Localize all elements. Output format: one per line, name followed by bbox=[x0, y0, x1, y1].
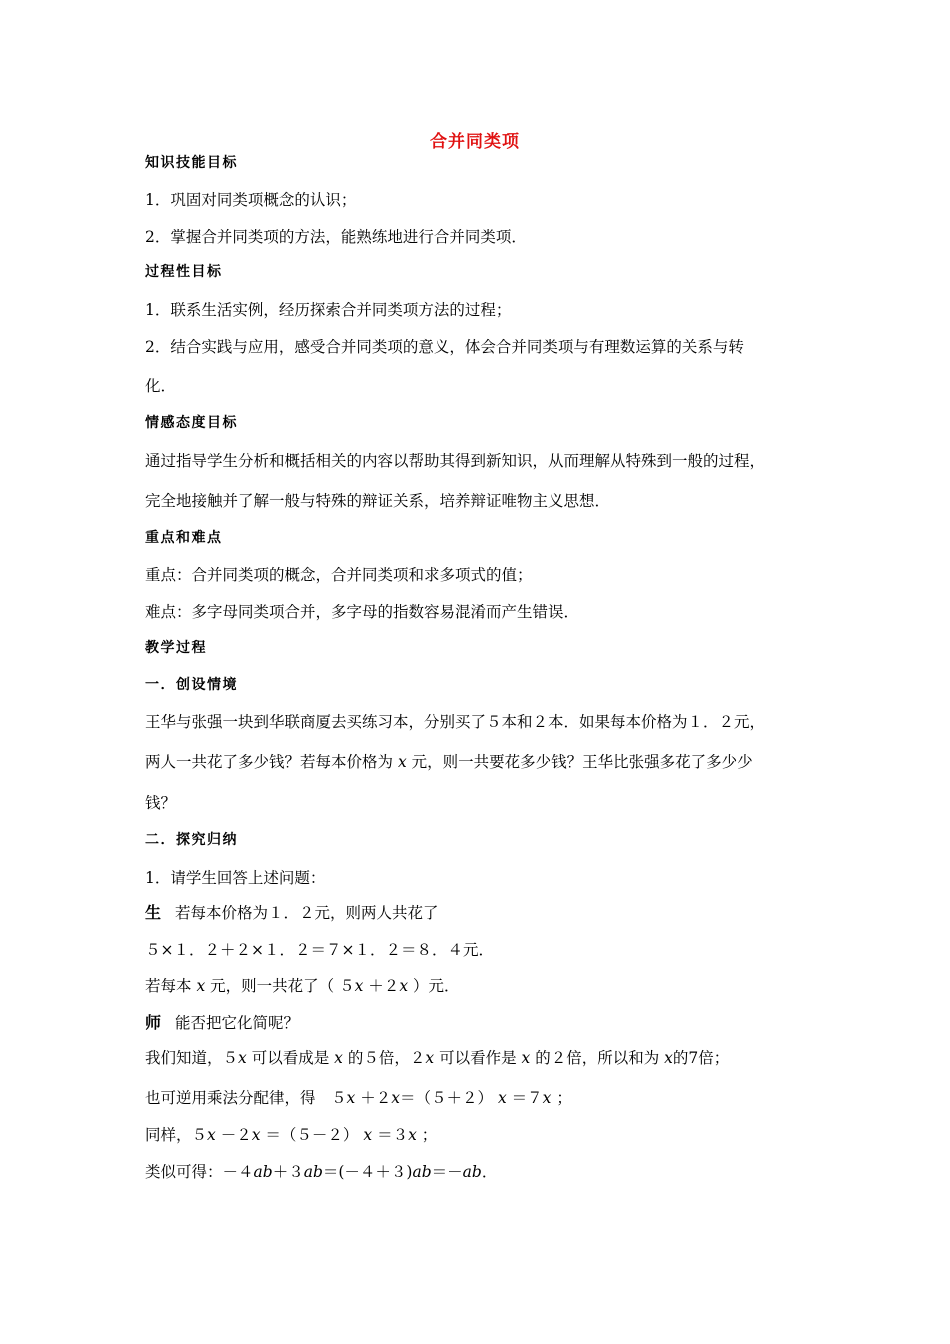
variable-x: x bbox=[399, 977, 409, 995]
document-title: 合并同类项 bbox=[430, 132, 520, 152]
text-segment: 的５倍， bbox=[347, 1049, 410, 1067]
variable-x: x bbox=[391, 1089, 400, 1107]
text-segment: 我们知道， bbox=[145, 1049, 223, 1067]
heading-knowledge: 知识技能目标 bbox=[145, 155, 238, 171]
text-segment: ２ bbox=[409, 1049, 426, 1067]
text-segment: ＝（５＋２） bbox=[400, 1089, 494, 1107]
know-line bbox=[145, 1048, 729, 1068]
text-segment: ＝（５－２） bbox=[265, 1126, 359, 1144]
text-segment: 也可逆用乘法分配律，得 bbox=[145, 1089, 316, 1107]
text-segment: 同样， bbox=[145, 1126, 192, 1144]
similar-line bbox=[145, 1162, 497, 1182]
text-segment: ＝３ bbox=[377, 1126, 409, 1144]
process-item-2-cont: 化． bbox=[145, 377, 177, 395]
variable-x: x bbox=[196, 977, 206, 995]
student-text: 若每本价格为１．２元，则两人共花了 bbox=[175, 904, 439, 922]
teacher-label: 师 bbox=[145, 1013, 162, 1032]
heading-part2: 二．探究归纳 bbox=[145, 832, 238, 848]
keypoint-line: 重点：合并同类项的概念，合并同类项和求多项式的值； bbox=[145, 566, 533, 584]
variable-x: x bbox=[354, 977, 364, 995]
emotion-line-2: 完全地接触并了解一般与特殊的辩证关系，培养辩证唯物主义思想． bbox=[145, 492, 611, 510]
text-segment: ＋２ bbox=[360, 1089, 392, 1107]
variable-ab: ab bbox=[462, 1163, 482, 1181]
text-segment: 可以看成是 bbox=[251, 1049, 330, 1067]
variable-x: x bbox=[346, 1089, 356, 1107]
text-segment: ５ bbox=[191, 1126, 208, 1144]
explore-item-1: 1．请学生回答上述问题： bbox=[145, 869, 326, 887]
variable-x: x bbox=[238, 1049, 247, 1067]
text-segment: ＝(－４＋３) bbox=[322, 1163, 413, 1181]
variable-x: x bbox=[397, 753, 407, 771]
scenario-text-b: 元，则一共要花多少钱？王华比张强多花了多少少 bbox=[411, 753, 753, 771]
text-segment: ）元． bbox=[413, 977, 460, 995]
heading-part1: 一．创设情境 bbox=[145, 677, 238, 693]
teacher-line bbox=[145, 1013, 299, 1033]
text-segment: 的２倍，所以和为 bbox=[535, 1049, 660, 1067]
variable-x: x bbox=[334, 1049, 343, 1067]
process-item-2: 2．结合实践与应用，感受合并同类项的意义，体会合并同类项与有理数运算的关系与转 bbox=[145, 338, 744, 356]
variable-x: x bbox=[207, 1126, 216, 1144]
variable-x: x bbox=[251, 1126, 261, 1144]
text-segment: 类似可得：－４ bbox=[145, 1163, 254, 1181]
text-segment: ； bbox=[421, 1126, 438, 1144]
heading-process: 过程性目标 bbox=[145, 264, 223, 280]
text-segment: 若每本 bbox=[145, 977, 192, 995]
knowledge-item-1: 1．巩固对同类项概念的认识； bbox=[145, 191, 357, 209]
variable-ab: ab bbox=[303, 1163, 323, 1181]
variable-x: x bbox=[363, 1126, 373, 1144]
text-segment: ５ bbox=[222, 1049, 239, 1067]
text-segment: ５ bbox=[331, 1089, 347, 1107]
heading-keypoints: 重点和难点 bbox=[145, 530, 223, 546]
process-item-1: 1．联系生活实例，经历探索合并同类项方法的过程； bbox=[145, 301, 512, 319]
difficulty-line: 难点：多字母同类项合并，多字母的指数容易混淆而产生错误． bbox=[145, 603, 580, 621]
variable-x: x bbox=[497, 1089, 507, 1107]
scenario-line-3: 钱？ bbox=[145, 794, 177, 812]
heading-teaching: 教学过程 bbox=[145, 640, 207, 656]
student-label: 生 bbox=[145, 903, 162, 922]
scenario-line-1: 王华与张强一块到华联商厦去买练习本，分别买了５本和２本．如果每本价格为１．２元， bbox=[145, 713, 766, 731]
variable-x: x bbox=[521, 1049, 531, 1067]
per-book-line bbox=[145, 976, 460, 996]
knowledge-item-2: 2．掌握合并同类项的方法，能熟练地进行合并同类项． bbox=[145, 228, 527, 246]
text-segment: 元，则一共花了（ bbox=[210, 977, 335, 995]
variable-x: x bbox=[542, 1089, 552, 1107]
emotion-line-1: 通过指导学生分析和概括相关的内容以帮助其得到新知识，从而理解从特殊到一般的过程， bbox=[145, 452, 766, 470]
text-segment: ； bbox=[556, 1089, 572, 1107]
variable-x: x bbox=[664, 1049, 673, 1067]
text-segment: ＝－ bbox=[431, 1163, 463, 1181]
calc-line: ５×１．２＋２×１．２＝７×１．２＝８．４元． bbox=[145, 941, 494, 959]
text-segment: ＝７ bbox=[511, 1089, 543, 1107]
text-segment: ． bbox=[481, 1163, 498, 1181]
student-line bbox=[145, 903, 439, 923]
heading-emotion: 情感态度目标 bbox=[145, 415, 238, 431]
text-segment: －２ bbox=[220, 1126, 252, 1144]
reverse-line bbox=[145, 1088, 572, 1108]
teacher-text: 能否把它化简呢？ bbox=[175, 1014, 300, 1032]
variable-x: x bbox=[425, 1049, 435, 1067]
variable-ab: ab bbox=[253, 1163, 273, 1181]
scenario-line-2 bbox=[145, 752, 753, 772]
variable-ab: ab bbox=[412, 1163, 432, 1181]
variable-x: x bbox=[408, 1126, 417, 1144]
same-line bbox=[145, 1125, 437, 1145]
text-segment: ５ bbox=[339, 977, 355, 995]
text-segment: ＋３ bbox=[272, 1163, 304, 1181]
text-segment: 的7倍； bbox=[672, 1049, 730, 1067]
text-segment: 可以看作是 bbox=[439, 1049, 517, 1067]
text-segment: ＋２ bbox=[368, 977, 400, 995]
scenario-text-a: 两人一共花了多少钱？若每本价格为 bbox=[145, 753, 394, 771]
